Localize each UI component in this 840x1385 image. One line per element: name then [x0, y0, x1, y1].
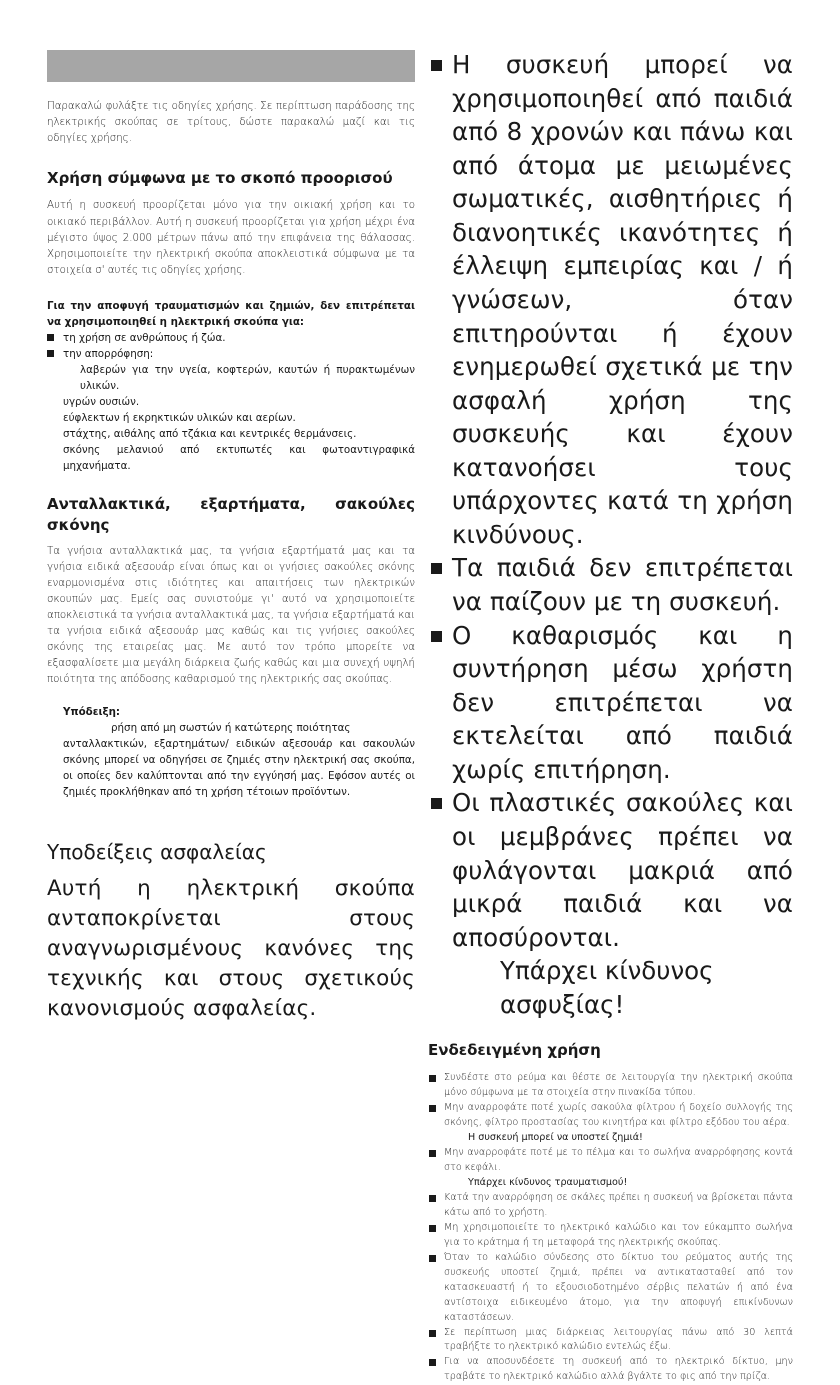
- left-column: [47, 50, 415, 1024]
- list-item: τη χρήση σε ανθρώπους ή ζώα.: [47, 330, 415, 346]
- list-item-note: Η συσκευή μπορεί να υποστεί ζημιά!: [468, 1132, 643, 1144]
- spare-parts-heading: Ανταλλακτικά, εξαρτήματα, σακούλες σκόνης: [47, 495, 415, 534]
- note-heading: Υπόδειξη:: [63, 705, 121, 718]
- list-item-note: Υπάρχει κίνδυνος τραυματισμού!: [468, 1176, 628, 1188]
- safety-heading: Υποδείξεις ασφαλείας: [47, 839, 267, 864]
- list-item: Μη χρησιμοποιείτε το ηλεκτρικό καλώδιο και τον εύκαμπτο σωλήνα για το κράτημα ή τη μεταφορά της ηλεκτρικής σκούπας.: [428, 1221, 793, 1251]
- right-column: [428, 48, 793, 1385]
- spare-parts-text: Τα γνήσια ανταλλακτικά μας, τα γνήσια εξαρτήματά μας και τα γνήσια ειδικά αξεσουάρ είναι όπως και οι γνήσιες σακούλες σκόνης εναρμονισμένα στις ιδιότητες και απαιτήσεις των ηλεκτρικών σκουπών μας. Εμείς σας συνιστούμε γι' αυτό να χρησιμοποιείτε αποκλειστικά τα γνήσια ανταλλακτικά μας, τα γνήσια εξαρτήματά και τα γνήσια ειδικά αξεσουάρ μας καθώς και τις γνήσιες σακούλες σκόνης της εταιρείας μας. Με αυτό τον τρόπο μπορείτε να εξασφαλίσετε μια μεγάλη διάρκεια ζωής καθώς και μια συνεχή υψηλή ποιότητα της απόδοσης καθαρισμού της ηλεκτρικής σας σκούπας.: [47, 544, 415, 686]
- intended-purpose-text: Αυτή η συσκευή προορίζεται μόνο για την οικιακή χρήση και το οικιακό περιβάλλον. Αυτή η συσκευή προορίζεται για χρήση μέχρι ένα μέγιστο ύψος 2.000 μέτρων πάνω από την επιφάνεια της θάλασσας. Χρησιμοποιείτε την ηλεκτρική σκούπα αποκλειστικά σύμφωνα με τα στοιχεία σ' αυτές τις οδηγίες χρήσης.: [47, 199, 415, 276]
- intro-paragraph: Παρακαλώ φυλάξτε τις οδηγίες χρήσης. Σε περίπτωση παράδοσης της ηλεκτρικής σκούπας σε τρίτους, δώστε παρακαλώ μαζί και τις οδηγίες χρήσης.: [47, 100, 415, 145]
- suffocation-warning: Υπάρχει κίνδυνος ασφυξίας!: [500, 956, 714, 1019]
- note-text: [63, 720, 415, 800]
- sub-list-item: στάχτης, αιθάλης από τζάκια και κεντρικές θερμάνσεις.: [63, 428, 357, 441]
- intended-purpose-heading: Χρήση σύμφωνα με το σκοπό προορισού: [47, 169, 393, 188]
- list-item: Για να αποσυνδέσετε τη συσκευή από το ηλεκτρικό δίκτυο, μην τραβάτε το ηλεκτρικό καλώδιο αλλά βγάλτε το φις από την πρίζα.: [428, 1355, 793, 1385]
- sub-list-item: εύφλεκτων ή εκρηκτικών υλικών και αερίων.: [63, 412, 296, 425]
- list-item: Όταν το καλώδιο σύνδεσης στο δίκτυο του ρεύματος αυτής της συσκευής υποστεί ζημιά, πρέπει να αντικατασταθεί από τον κατασκευαστή ή το εξουσιοδοτημένο σέρβις πελατών ή από ένα αντίστοιχα ειδικευμένο άτομο, για την αποφυγή επικίνδυνων καταστάσεων.: [428, 1251, 793, 1326]
- list-item: Τα παιδιά δεν επιτρέπεται να παίζουν με τη συσκευή.: [428, 551, 793, 618]
- intended-use-heading: Ενδεδειγμένη χρήση: [428, 1041, 601, 1060]
- section-header-bar: [47, 50, 415, 82]
- list-item: την απορρόφηση:: [47, 346, 415, 362]
- note-first-line: ρήση από μη σωστών ή κατώτερης ποιότητας: [111, 721, 351, 734]
- list-item: Σε περίπτωση μιας διάρκειας λειτουργίας πάνω από 30 λεπτά τραβήξτε το ηλεκτρικό καλώδιο εντελώς έξω.: [428, 1326, 793, 1356]
- list-item: Κατά την αναρρόφηση σε σκάλες πρέπει η συσκευή να βρίσκεται πάντα κάτω από το χρήστη.: [428, 1191, 793, 1221]
- injury-warning: Για την αποφυγή τραυματισμών και ζημιών, δεν επιτρέπεται να χρησιμοποιηθεί η ηλεκτρική σκούπα για:: [47, 299, 415, 328]
- sub-list-item: λαβερών για την υγεία, κοφτερών, καυτών ή πυρακτωμένων υλικών.: [80, 364, 415, 393]
- note-rest: ανταλλακτικών, εξαρτημάτων/ ειδικών αξεσουάρ και σακουλών σκόνης μπορεί να οδηγήσει σε ζημιές στην ηλεκτρική σας σκούπα, οι οποίες δεν καλύπτονται από την εγγύησή μας. Εφόσον αυτές οι ζημιές προκλήθηκαν από τη χρήση τέτοιων προϊόντων.: [63, 737, 415, 798]
- sub-list-item: υγρών ουσιών.: [63, 396, 140, 409]
- list-item: Συνδέστε στο ρεύμα και θέστε σε λειτουργία την ηλεκτρική σκούπα μόνο σύμφωνα με τα στοιχεία στην πινακίδα τύπου.: [428, 1071, 793, 1101]
- spare-parts-section: [47, 494, 415, 799]
- safety-text: Αυτή η ηλεκτρική σκούπα ανταποκρίνεται στους αναγνωρισμένους κανόνες της τεχνικής και στους σχετικούς κανονισμούς ασφαλείας.: [47, 875, 415, 1022]
- list-item: Η συσκευή μπορεί να χρησιμοποιηθεί από παιδιά από 8 χρονών και πάνω και από άτομα με μειωμένες σωματικές, αισθητήριες ή διανοητικές ικανότητες ή έλλειψη εμπειρίας και / ή γνώσεων, όταν επιτηρούνται ή έχουν ενημερωθεί σχετικά με την ασφαλή χρήση της συσκευής και έχουν κατανοήσει τους υπάρχοντες κατά τη χρήση κινδύνους.: [428, 48, 793, 551]
- intended-purpose-section: [47, 168, 415, 474]
- list-item: Μην αναρροφάτε ποτέ χωρίς σακούλα φίλτρου ή δοχείο συλλογής της σκόνης, φίλτρο προστασίας του κινητήρα και φίλτρο εξόδου του αέρα.: [428, 1101, 793, 1131]
- list-item: Μην αναρροφάτε ποτέ με το πέλμα και το σωλήνα αναρρόφησης κοντά στο κεφάλι.: [428, 1146, 793, 1176]
- list-item: Ο καθαρισμός και η συντήρηση μέσω χρήστη δεν επιτρέπεται να εκτελείται από παιδιά χωρίς επιτήρηση.: [428, 619, 793, 787]
- sub-list-item: σκόνης μελανιού από εκτυπωτές και φωτοαντιγραφικά μηχανήματα.: [63, 444, 415, 473]
- list-item: Οι πλαστικές σακούλες και οι μεμβράνες πρέπει να φυλάγονται μακριά από μικρά παιδιά και να αποσύρονται.: [428, 786, 793, 954]
- intended-use-list: [428, 1071, 793, 1385]
